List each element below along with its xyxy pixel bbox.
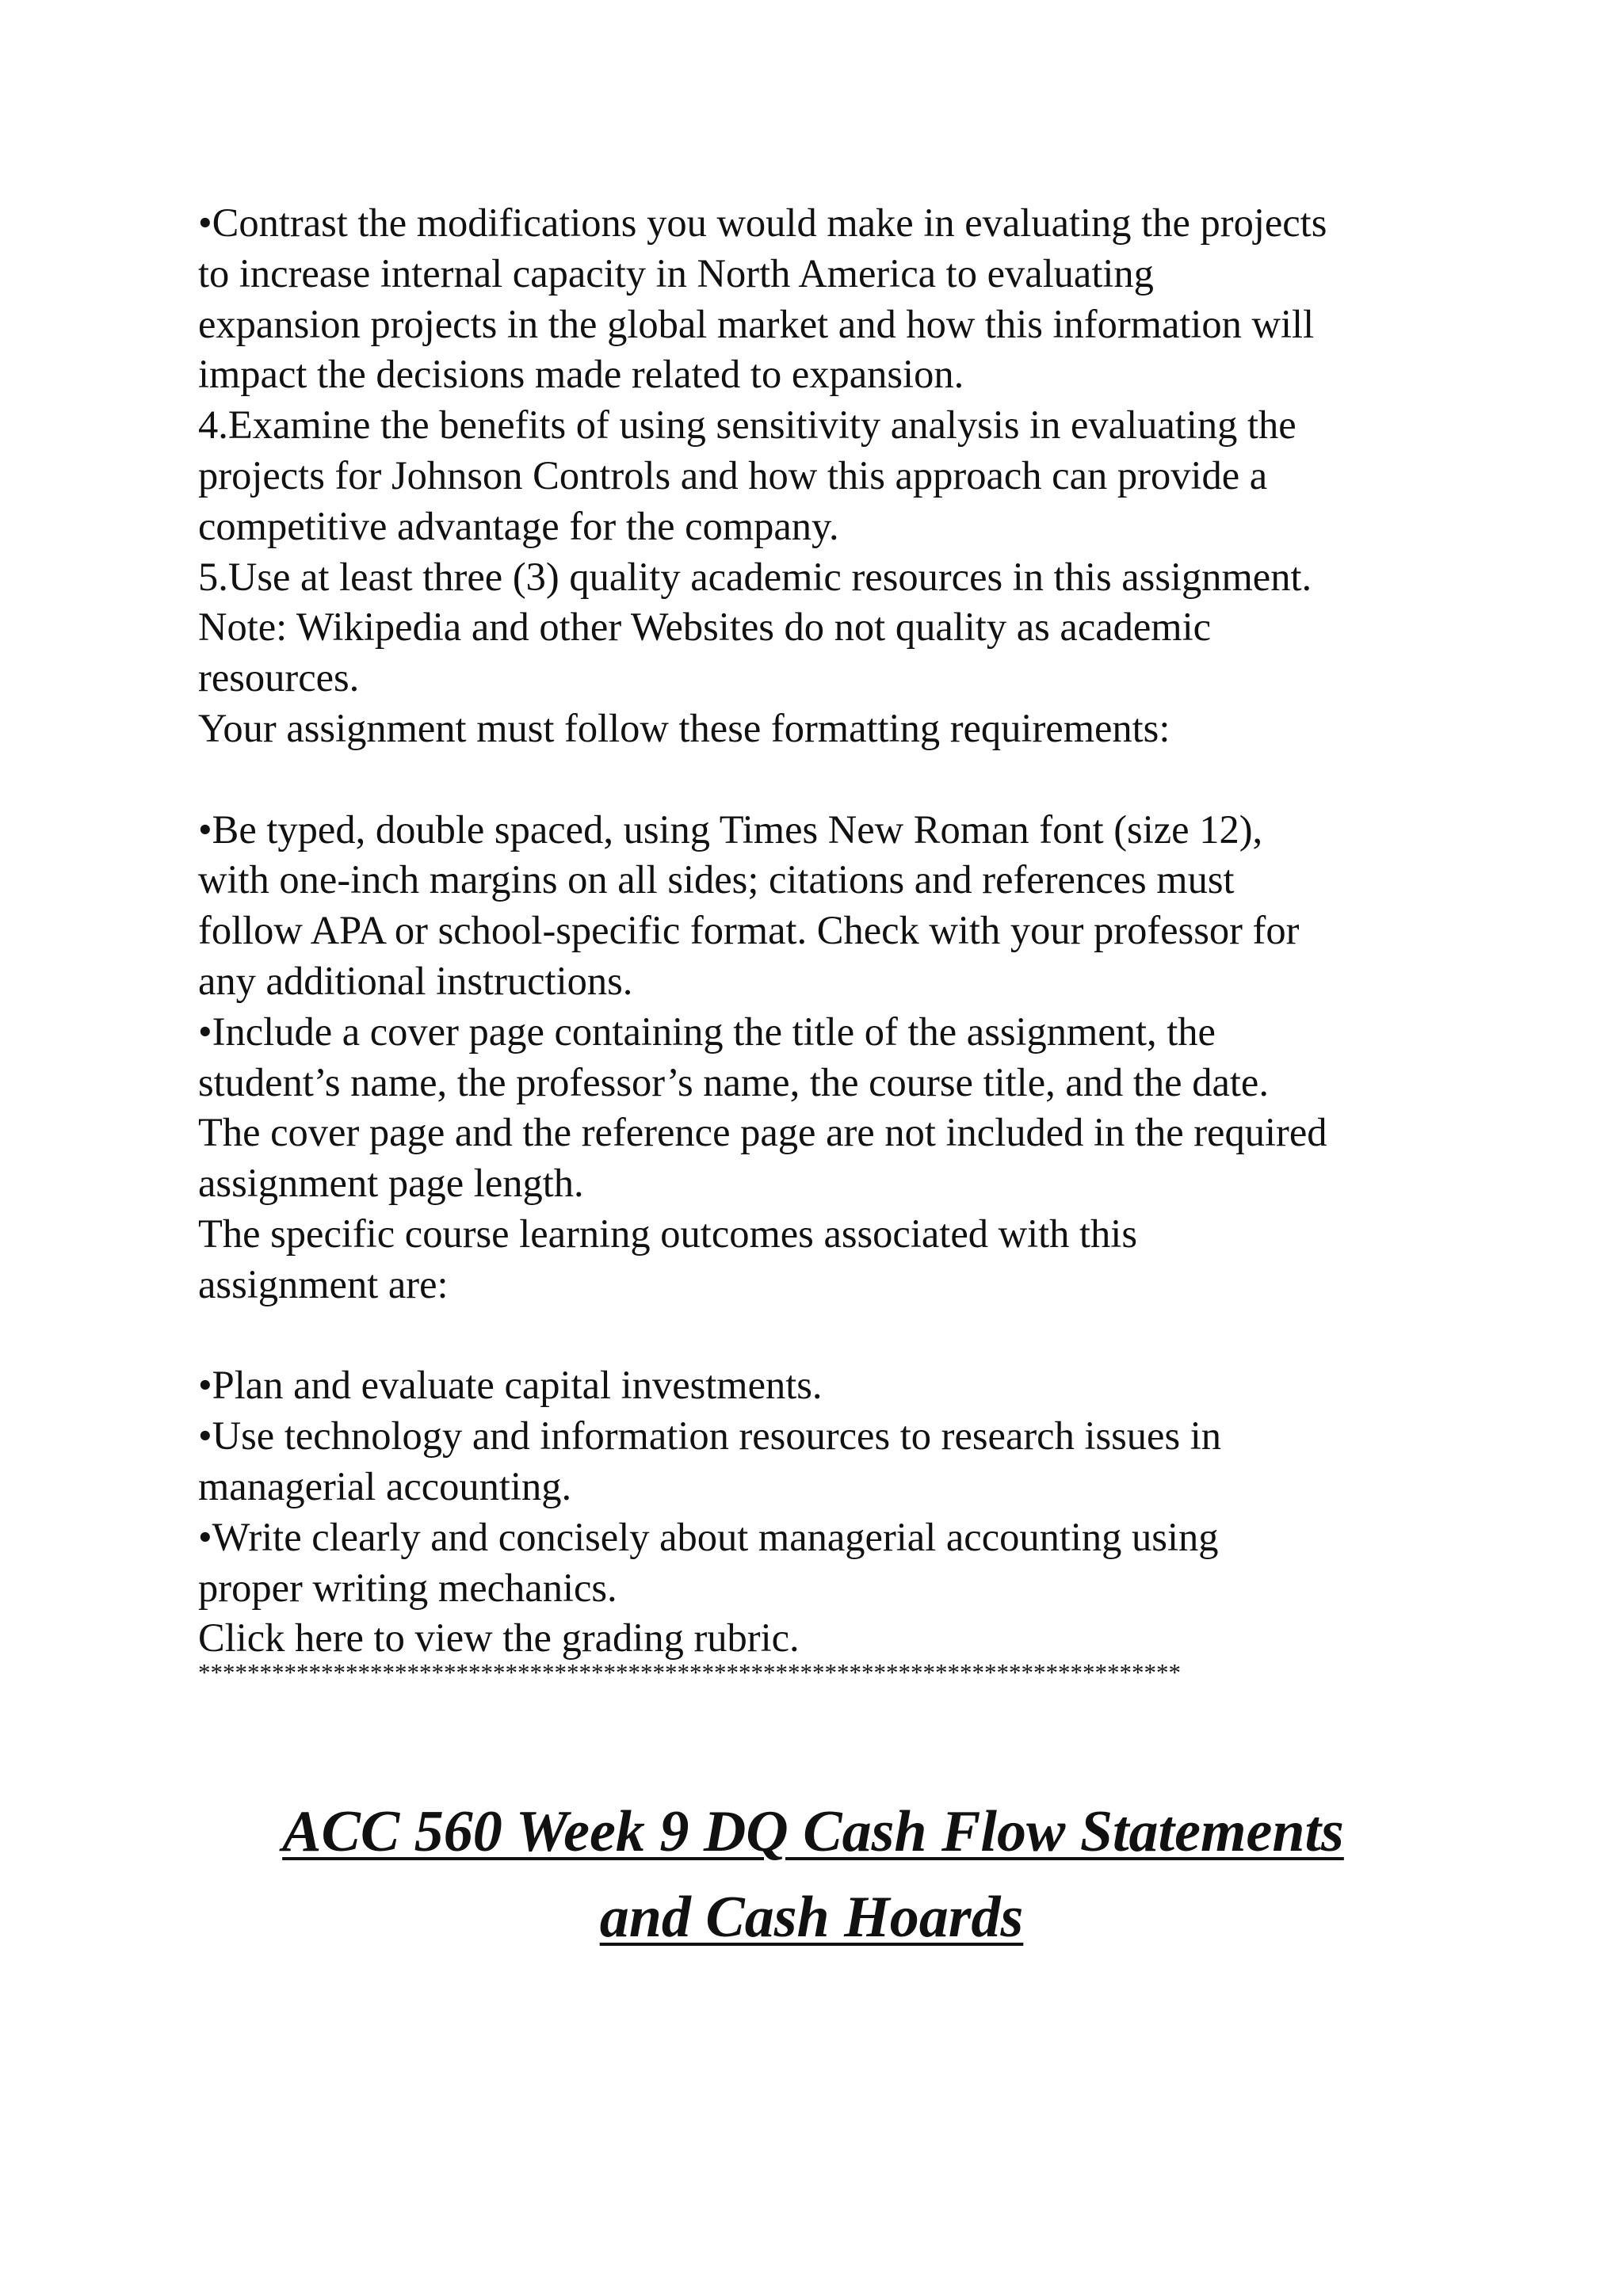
text-line: to increase internal capacity in North America to evaluating xyxy=(198,250,1154,296)
heading-line xyxy=(0,1789,1623,1875)
text-line: •Be typed, double spaced, using Times New Roman font (size 12), xyxy=(198,807,1263,852)
text-line: Your assignment must follow these formatting requirements: xyxy=(198,705,1170,750)
text-line: student’s name, the professor’s name, the course title, and the date. xyxy=(198,1059,1269,1104)
blank-line xyxy=(198,754,1466,805)
text-line: •Use technology and information resources to research issues in xyxy=(198,1413,1222,1459)
text-line: impact the decisions made related to expansion. xyxy=(198,352,964,397)
text-line: 4.Examine the benefits of using sensitivity analysis in evaluating the xyxy=(198,402,1296,448)
text-line: •Write clearly and concisely about managerial accounting using xyxy=(198,1514,1219,1559)
text-line: assignment are: xyxy=(198,1261,449,1306)
text-line: •Plan and evaluate capital investments. xyxy=(198,1363,823,1408)
text-line: assignment page length. xyxy=(198,1161,584,1206)
heading-line-2: and Cash Hoards xyxy=(599,1885,1024,1950)
text-line: managerial accounting. xyxy=(198,1463,572,1508)
text-line: The cover page and the reference page are not included in the required xyxy=(198,1110,1327,1155)
text-line: any additional instructions. xyxy=(198,958,633,1003)
text-line: Note: Wikipedia and other Websites do not quality as academic xyxy=(198,605,1212,650)
blank-line xyxy=(198,1310,1466,1361)
text-line: expansion projects in the global market and how this information will xyxy=(198,301,1315,346)
text-line: The specific course learning outcomes associated with this xyxy=(198,1211,1137,1256)
heading-line-1: ACC 560 Week 9 DQ Cash Flow Statements xyxy=(282,1799,1344,1864)
text-line: competitive advantage for the company. xyxy=(198,503,839,548)
text-line: •Contrast the modifications you would make in evaluating the projects xyxy=(198,200,1327,245)
text-line: resources. xyxy=(198,655,360,700)
text-line: projects for Johnson Controls and how this approach can provide a xyxy=(198,452,1268,498)
heading-line xyxy=(0,1875,1623,1960)
document-body xyxy=(198,198,1466,1686)
text-line: 5.Use at least three (3) quality academic resources in this assignment. xyxy=(198,554,1312,599)
text-line: with one-inch margins on all sides; citations and references must xyxy=(198,857,1235,902)
separator-line: ******************************************************************************** xyxy=(198,1659,1181,1687)
text-line: proper writing mechanics. xyxy=(198,1565,617,1610)
section-heading xyxy=(0,1789,1623,1960)
grading-rubric-link-text: Click here to view the grading rubric. xyxy=(198,1615,800,1661)
text-line: follow APA or school-specific format. Check with your professor for xyxy=(198,908,1300,953)
text-line: •Include a cover page containing the title of the assignment, the xyxy=(198,1009,1216,1054)
